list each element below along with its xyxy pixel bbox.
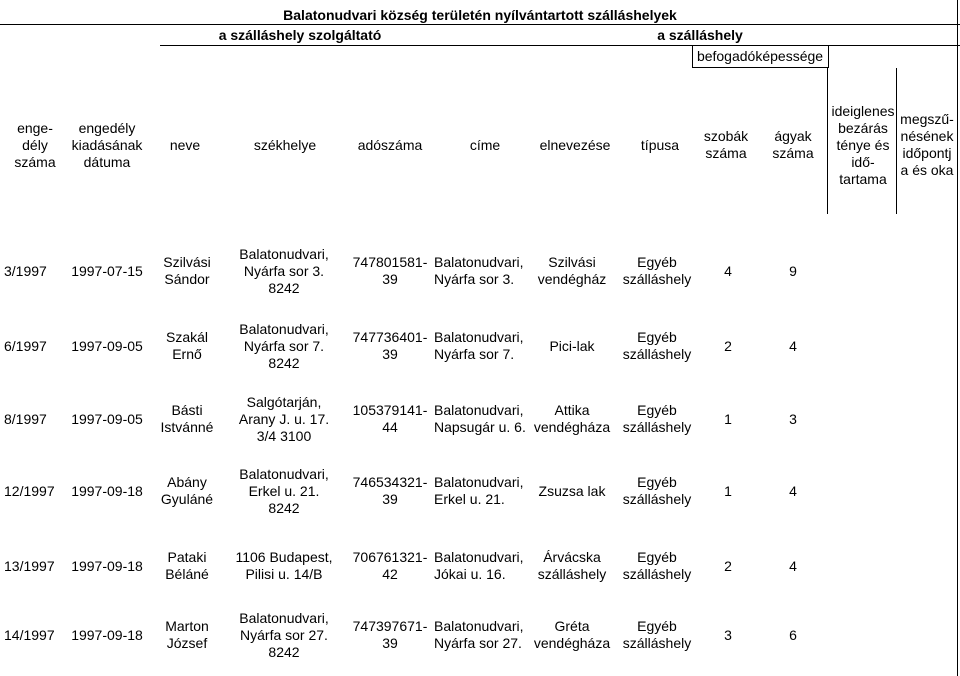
cell-name-text: Abány Gyuláné [160,474,214,507]
col-header-address: címe [469,136,501,153]
cell-name [150,388,224,450]
cell-name-text: Pataki Béláné [165,549,209,582]
cell-permit-no [4,240,74,302]
cell-type [614,315,700,377]
cell-beds-text: 6 [789,626,797,643]
provider-group-header: a szálláshely szolgáltató [218,27,382,43]
cell-name-text: Básti Istvánné [160,402,214,435]
col-header-tax-no: adószáma [357,136,423,153]
cell-seat-text: 1106 Budapest, Pilisi u. 14/B [235,549,333,582]
cell-address [434,388,534,450]
cell-type-text: Egyéb szálláshely [622,549,692,582]
cell-permit-no [4,315,74,377]
cell-type-text: Egyéb szálláshely [622,474,692,507]
cell-lodging-name [528,315,616,377]
col-header-beds: ágyak száma [772,128,814,161]
cell-rooms [693,604,763,666]
cell-type [614,535,700,597]
cell-permit-no [4,604,74,666]
lodging-group-header: a szálláshely [657,27,743,43]
cell-name [150,240,224,302]
cell-rooms [693,388,763,450]
cell-type [614,604,700,666]
cell-seat-text: Salgótarján, Arany J. u. 17. 3/4 3100 [238,393,330,444]
cell-permit-date [66,460,148,522]
cell-rooms-text: 2 [724,337,732,354]
cell-permit-date [66,535,148,597]
col-header-lodging-name: elnevezése [539,136,611,153]
cell-beds-text: 9 [789,262,797,279]
cell-lodging-name-text: Szilvási vendégház [537,254,607,287]
cell-beds-text: 3 [789,410,797,427]
col-header-seat: székhelye [253,136,317,153]
cell-type-text: Egyéb szálláshely [622,618,692,651]
cell-lodging-name [528,535,616,597]
col-header-type: típusa [640,136,680,153]
cell-rooms [693,460,763,522]
cell-tax-no [344,388,436,450]
table-title: Balatonudvari község területén nyílvántartott szálláshelyek [283,7,677,23]
cell-rooms [693,315,763,377]
cell-beds [756,315,830,377]
cell-beds [756,604,830,666]
col-header-temp-closure: ideiglenes bezárás ténye és idő- tartama [831,102,895,187]
cell-tax-no [344,315,436,377]
cell-seat-text: Balatonudvari, Nyárfa sor 27. 8242 [239,609,329,660]
cell-permit-date-text: 1997-09-18 [71,557,143,574]
cell-beds [756,240,830,302]
cell-seat [224,388,344,450]
cell-lodging-name-text: Attika vendégháza [533,402,611,435]
cell-tax-no-text: 747397671- 39 [352,618,428,651]
cell-rooms-text: 1 [724,482,732,499]
cell-type-text: Egyéb szálláshely [622,329,692,362]
cell-name-text: Szakál Ernő [165,329,209,362]
cell-rooms-text: 1 [724,410,732,427]
cell-address [434,460,534,522]
col-header-permit-date: engedély kiadásának dátuma [71,119,143,170]
col-header-rooms: szobák száma [703,128,749,161]
cell-name [150,315,224,377]
cell-seat [224,240,344,302]
cell-permit-date-text: 1997-09-05 [71,337,143,354]
cell-permit-date [66,240,148,302]
cell-permit-no-text: 6/1997 [4,337,47,354]
cell-tax-no [344,604,436,666]
cell-lodging-name-text: Zsuzsa lak [538,482,606,499]
cell-beds [756,388,830,450]
cell-name-text: Marton József [165,618,209,651]
cell-seat [224,535,344,597]
cell-seat-text: Balatonudvari, Nyárfa sor 3. 8242 [239,245,329,296]
cell-address [434,240,534,302]
cell-permit-date-text: 1997-09-18 [71,482,143,499]
cell-rooms-text: 4 [724,262,732,279]
cell-lodging-name-text: Pici-lak [549,337,595,354]
cell-address-text: Balatonudvari, Jókai u. 16. [434,549,524,582]
cell-permit-no [4,460,74,522]
cell-beds-text: 4 [789,482,797,499]
cell-tax-no-text: 747736401- 39 [352,329,428,362]
cell-permit-no [4,388,74,450]
cell-seat [224,604,344,666]
cell-permit-no-text: 14/1997 [4,626,55,643]
cell-tax-no [344,240,436,302]
cell-permit-no-text: 3/1997 [4,262,47,279]
cell-lodging-name [528,604,616,666]
cell-address-text: Balatonudvari, Napsugár u. 6. [434,402,526,435]
cell-rooms [693,240,763,302]
cell-lodging-name-text: Gréta vendégháza [533,618,611,651]
cell-permit-date-text: 1997-09-18 [71,626,143,643]
cell-address-text: Balatonudvari, Nyárfa sor 7. [434,329,524,362]
cell-seat-text: Balatonudvari, Erkel u. 21. 8242 [239,465,329,516]
cell-lodging-name-text: Árvácska szálláshely [537,549,607,582]
cell-tax-no-text: 747801581- 39 [352,254,428,287]
capacity-group-header: befogadóképessége [696,48,824,64]
cell-address-text: Balatonudvari, Nyárfa sor 3. [434,254,524,287]
cell-type [614,240,700,302]
cell-tax-no-text: 105379141- 44 [352,402,428,435]
cell-type-text: Egyéb szálláshely [622,402,692,435]
cell-permit-date-text: 1997-09-05 [71,410,143,427]
cell-tax-no [344,460,436,522]
cell-permit-no-text: 13/1997 [4,557,55,574]
cell-seat [224,315,344,377]
cell-tax-no-text: 746534321- 39 [352,474,428,507]
cell-name [150,460,224,522]
cell-tax-no [344,535,436,597]
col-header-name: neve [169,136,201,153]
cell-lodging-name [528,460,616,522]
cell-permit-date-text: 1997-07-15 [71,262,143,279]
cell-type [614,388,700,450]
cell-name-text: Szilvási Sándor [163,254,211,287]
cell-permit-no-text: 12/1997 [4,482,55,499]
cell-rooms [693,535,763,597]
cell-address [434,535,534,597]
cell-lodging-name [528,240,616,302]
cell-permit-date [66,388,148,450]
col-header-permit-no: enge- dély száma [14,119,56,170]
cell-address-text: Balatonudvari, Erkel u. 21. [434,474,524,507]
cell-type-text: Egyéb szálláshely [622,254,692,287]
cell-name [150,535,224,597]
cell-address [434,604,534,666]
cell-type [614,460,700,522]
cell-beds [756,460,830,522]
cell-rooms-text: 2 [724,557,732,574]
cell-permit-date [66,315,148,377]
cell-address-text: Balatonudvari, Nyárfa sor 27. [434,618,524,651]
cell-permit-date [66,604,148,666]
cell-permit-no [4,535,74,597]
cell-permit-no-text: 8/1997 [4,410,47,427]
cell-seat-text: Balatonudvari, Nyárfa sor 7. 8242 [239,320,329,371]
cell-rooms-text: 3 [724,626,732,643]
col-header-termination: megszű- nésének időpontj a és oka [900,111,954,178]
cell-tax-no-text: 706761321- 42 [352,549,428,582]
cell-name [150,604,224,666]
cell-beds [756,535,830,597]
cell-beds-text: 4 [789,337,797,354]
cell-address [434,315,534,377]
cell-seat [224,460,344,522]
cell-lodging-name [528,388,616,450]
cell-beds-text: 4 [789,557,797,574]
